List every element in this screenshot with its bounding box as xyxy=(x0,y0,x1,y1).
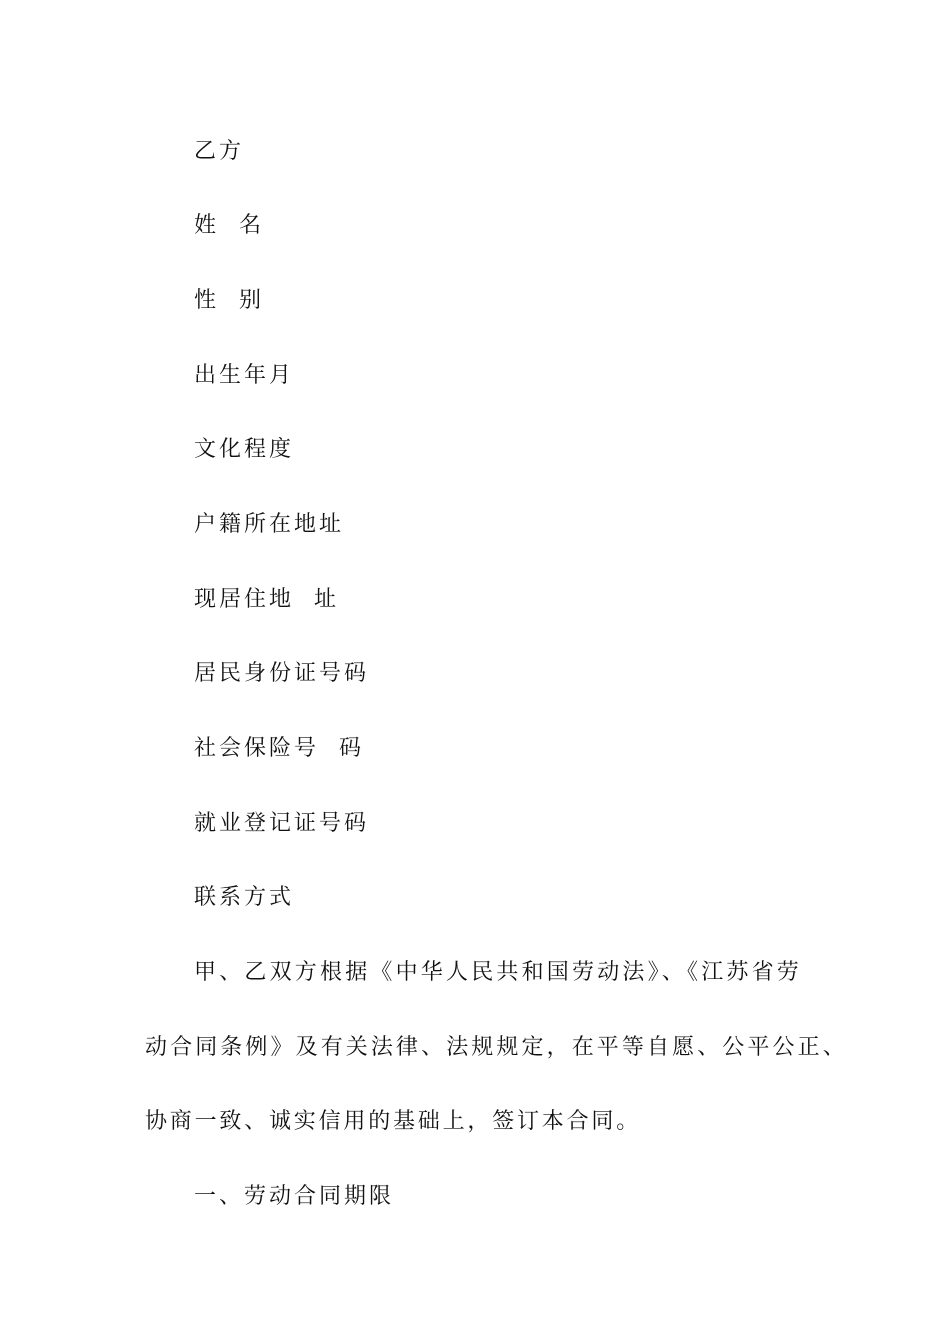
paragraph-line-3: 协商一致、诚实信用的基础上，签订本合同。 xyxy=(145,1109,642,1134)
field-gender: 性 别 xyxy=(194,288,264,313)
paragraph-line-2: 动合同条例》及有关法律、法规规定，在平等自愿、公平公正、 xyxy=(145,1035,848,1060)
field-id-number: 居民身份证号码 xyxy=(194,661,370,686)
field-education: 文化程度 xyxy=(194,437,295,462)
paragraph-line-1: 甲、乙双方根据《中华人民共和国劳动法》、《江苏省劳 xyxy=(194,960,803,985)
field-social-insurance-number: 社会保险号 码 xyxy=(194,736,364,761)
field-household-address: 户籍所在地址 xyxy=(194,512,345,537)
section-heading: 一、劳动合同期限 xyxy=(194,1184,395,1209)
field-birth-date: 出生年月 xyxy=(194,363,295,388)
field-name: 姓 名 xyxy=(194,213,264,238)
field-contact: 联系方式 xyxy=(194,885,295,910)
field-party-b: 乙方 xyxy=(194,139,245,164)
field-current-address: 现居住地 址 xyxy=(194,587,339,612)
field-employment-registration-number: 就业登记证号码 xyxy=(194,811,370,836)
